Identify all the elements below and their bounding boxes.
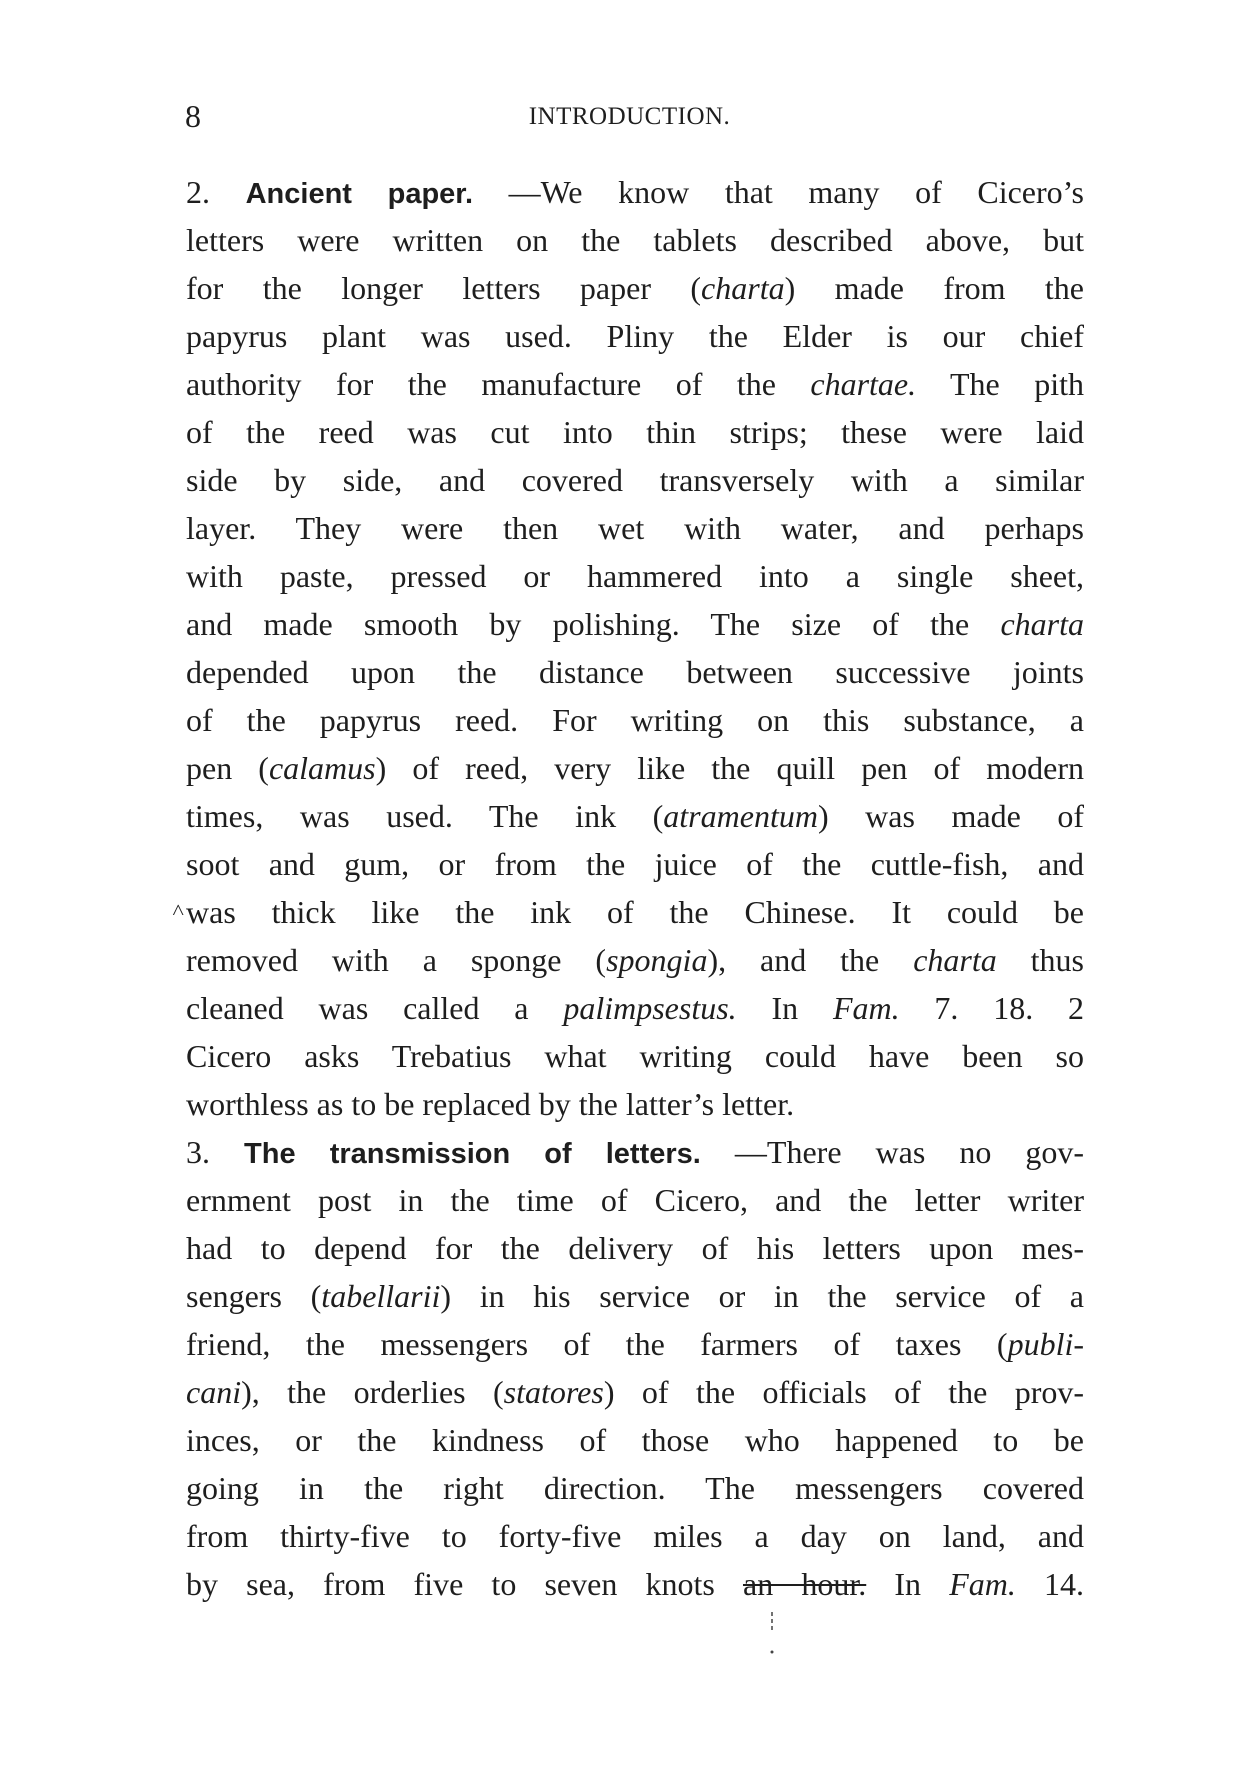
section-2-heading: Ancient paper. <box>245 178 474 210</box>
line-text: We know that many of Cicero’s <box>540 174 1084 210</box>
line-text: going in the right direction. The messengers covered <box>186 1470 1084 1506</box>
line-text: of the reed was cut into thin strips; these were laid <box>186 414 1084 450</box>
italic-term: charta <box>701 270 785 306</box>
section-3-heading: The transmission of letters. <box>244 1138 701 1170</box>
line-text: soot and gum, or from the juice of the cuttle-fish, and <box>186 846 1084 882</box>
line-text: 14. <box>1015 1566 1084 1602</box>
section-2-number: 2. <box>186 174 210 210</box>
line-text: with paste, pressed or hammered into a single sheet, <box>186 558 1084 594</box>
section-3-line-1 <box>186 1128 1084 1176</box>
line-text: had to depend for the delivery of his letters upon mes- <box>186 1230 1084 1266</box>
line-text: from thirty-five to forty-five miles a day on land, and <box>186 1518 1084 1554</box>
pencil-mark-icon <box>770 1612 774 1660</box>
italic-term: charta <box>1000 606 1084 642</box>
body-line <box>186 1416 1084 1464</box>
line-text: sengers ( <box>186 1278 322 1314</box>
line-text: worthless as to be replaced by the latter’s letter. <box>186 1086 795 1122</box>
line-text: times, was used. The ink ( <box>186 798 664 834</box>
struck-text: an hour. <box>742 1566 867 1602</box>
body-line <box>186 792 1084 840</box>
line-text: The pith <box>916 366 1084 402</box>
italic-term: chartae. <box>810 366 917 402</box>
body-line-last <box>186 1080 1084 1128</box>
body-line <box>186 552 1084 600</box>
italic-term: Fam. <box>949 1566 1016 1602</box>
line-text: cleaned was called a <box>186 990 564 1026</box>
line-text: ) of reed, very like the quill pen of modern <box>375 750 1084 786</box>
line-text: for the longer letters paper ( <box>186 270 702 306</box>
line-text: In <box>736 990 833 1026</box>
italic-term: publi- <box>1007 1326 1084 1362</box>
line-text: side by side, and covered transversely with a similar <box>186 462 1084 498</box>
line-text: of the papyrus reed. For writing on this substance, a <box>186 702 1084 738</box>
line-text: pen ( <box>186 750 269 786</box>
line-text: Cicero asks Trebatius what writing could have been so <box>186 1038 1084 1074</box>
italic-term: palimpsestus. <box>563 990 737 1026</box>
body-line <box>186 696 1084 744</box>
body-line <box>186 456 1084 504</box>
section-2-dash: — <box>508 174 541 210</box>
italic-term: calamus <box>268 750 376 786</box>
line-text: ) made from the <box>784 270 1084 306</box>
body-line <box>186 216 1084 264</box>
line-text: and made smooth by polishing. The size of the <box>186 606 1001 642</box>
body-line <box>186 936 1084 984</box>
body-line <box>186 888 1084 936</box>
body-line <box>186 1272 1084 1320</box>
body-line <box>186 744 1084 792</box>
body-line <box>186 264 1084 312</box>
body-line <box>186 312 1084 360</box>
italic-term: cani <box>186 1374 242 1410</box>
italic-term: atramentum <box>663 798 818 834</box>
line-text: friend, the messengers of the farmers of taxes ( <box>186 1326 1008 1362</box>
line-text: thus <box>996 942 1084 978</box>
line-text: ) of the officials of the prov- <box>603 1374 1084 1410</box>
italic-term: spongia <box>606 942 708 978</box>
line-text: authority for the manufacture of the <box>186 366 811 402</box>
line-text: depended upon the distance between successive joints <box>186 654 1084 690</box>
body-line <box>186 1512 1084 1560</box>
body-line <box>186 648 1084 696</box>
line-text: letters were written on the tablets described above, but <box>186 222 1084 258</box>
line-text: by sea, from five to seven knots <box>186 1566 743 1602</box>
line-text: was thick like the ink of the Chinese. It could be <box>186 894 1084 930</box>
page-number: 8 <box>185 98 201 134</box>
line-text: ), the orderlies ( <box>241 1374 504 1410</box>
line-text: In <box>866 1566 950 1602</box>
line-text: 7. 18. 2 <box>899 990 1084 1026</box>
margin-tick-mark: ˄ <box>172 897 185 922</box>
body-line <box>186 504 1084 552</box>
line-text: ) in his service or in the service of a <box>440 1278 1084 1314</box>
running-head: INTRODUCTION. <box>528 103 731 130</box>
italic-term: statores <box>503 1374 604 1410</box>
line-text: There was no gov- <box>766 1134 1084 1170</box>
line-text: ) was made of <box>817 798 1084 834</box>
body-line <box>186 1032 1084 1080</box>
section-2-line-1 <box>186 168 1084 216</box>
italic-term: Fam. <box>832 990 900 1026</box>
line-text: removed with a sponge ( <box>186 942 607 978</box>
italic-term: tabellarii <box>321 1278 441 1314</box>
line-text: ), and the <box>707 942 914 978</box>
line-text: layer. They were then wet with water, and perhaps <box>186 510 1084 546</box>
line-text: papyrus plant was used. Pliny the Elder is our chief <box>186 318 1084 354</box>
body-line <box>186 600 1084 648</box>
body-line <box>186 1176 1084 1224</box>
italic-term: charta <box>913 942 997 978</box>
body-line <box>186 1464 1084 1512</box>
section-3-dash: — <box>734 1134 767 1170</box>
body-line <box>186 840 1084 888</box>
body-line <box>186 1560 1084 1608</box>
line-text: ernment post in the time of Cicero, and the letter writer <box>186 1182 1084 1218</box>
body-line <box>186 984 1084 1032</box>
body-line <box>186 408 1084 456</box>
body-line <box>186 1368 1084 1416</box>
body-line <box>186 360 1084 408</box>
body-line <box>186 1224 1084 1272</box>
body-line <box>186 1320 1084 1368</box>
line-text: inces, or the kindness of those who happened to be <box>186 1422 1084 1458</box>
section-3-number: 3. <box>186 1134 210 1170</box>
text-block <box>186 168 1084 1608</box>
